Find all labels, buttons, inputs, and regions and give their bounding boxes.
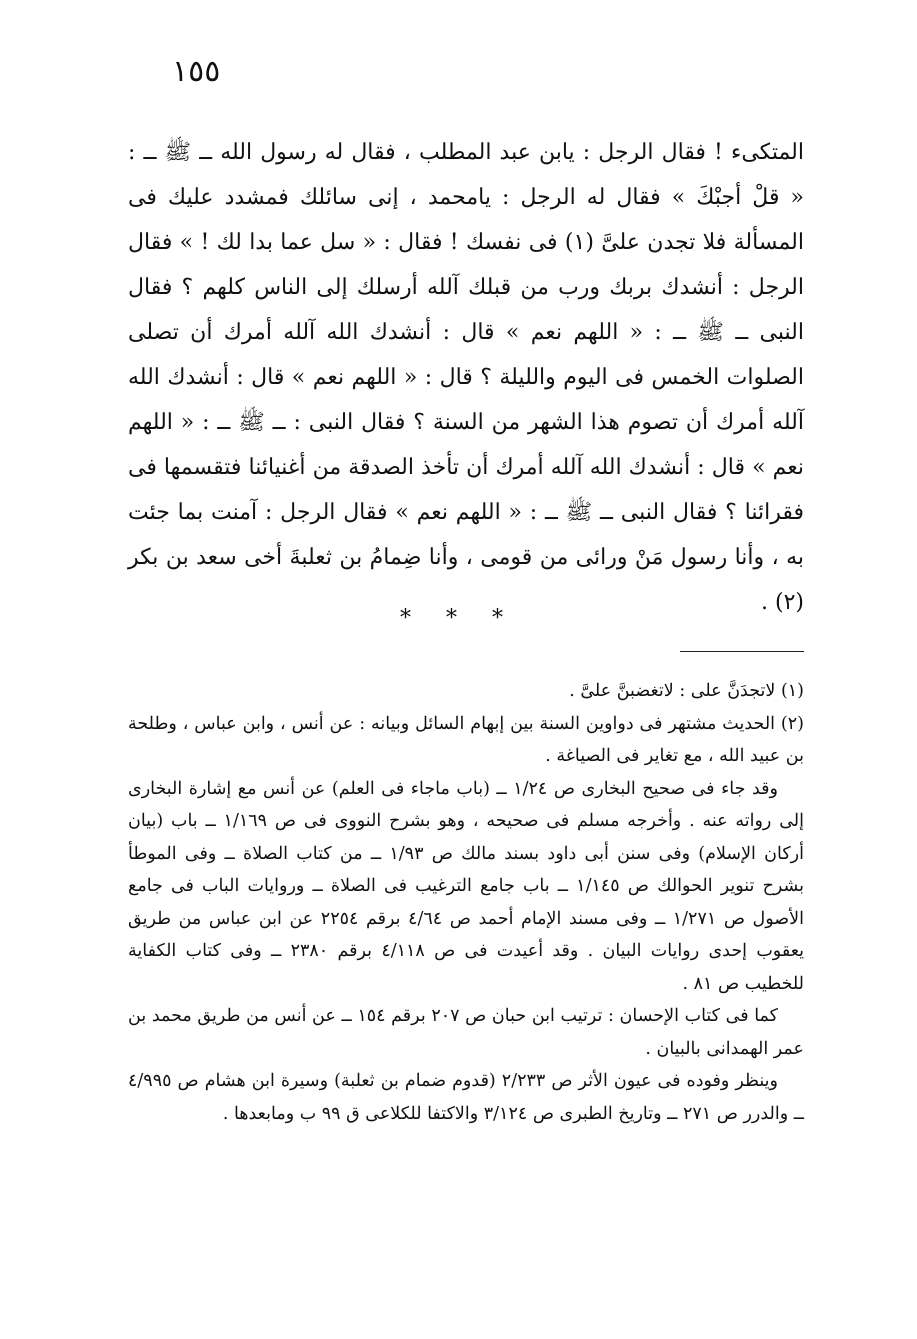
footnote-2-paragraph-wufud: وينظر وفوده فى عيون الأثر ص ٢/٢٣٣ (قدوم ضمام بن ثعلبة) وسيرة ابن هشام ص ٤/٩٩٥ ــ والدرر ص ٢٧١ ــ وتاريخ الطبرى ص ٣/١٢٤ والاكتفا للكلاعى ق ٩٩ ب ومابعدها . bbox=[128, 1071, 804, 1124]
main-paragraph: المتكىء ! فقال الرجل : يابن عبد المطلب ، فقال له رسول الله ــ ﷺ ــ : « قلْ أجبْكَ » فقال له الرجل : يامحمد ، إنى سائلك فمشدد عليك فى المسألة فلا تجدن علىَّ (١) فى نفسك ! فقال : « سل عما بدا لك ! » فقال الرجل : أنشدك بربك ورب من قبلك آلله أرسلك إلى الناس كلهم ؟ فقال النبى ــ ﷺ ــ : « اللهم نعم » قال : أنشدك الله آلله أمرك أن تصلى الصلوات الخمس فى اليوم والليلة ؟ قال : « اللهم نعم » قال : أنشدك الله آلله أمرك أن تصوم هذا الشهر من السنة ؟ فقال النبى : ــ ﷺ ــ : « اللهم نعم » قال : أنشدك الله آلله أمرك أن تأخذ الصدقة من أغنيائنا فتقسمها فى فقرائنا ؟ فقال النبى ــ ﷺ ــ : « اللهم نعم » فقال الرجل : آمنت بما جئت به ، وأنا رسول مَنْ ورائى من قومى ، وأنا ضِمامُ بن ثعلبةَ أخى سعد بن بكر (٢) . bbox=[128, 140, 804, 615]
page-number: ١٥٥ bbox=[172, 54, 221, 89]
footnote-2-paragraph-ihsan: كما فى كتاب الإحسان : ترتيب ابن حبان ص ٢٠٧ برقم ١٥٤ ــ عن أنس من طريق محمد بن عمر الهمدانى بالبيان . bbox=[128, 1006, 804, 1059]
footnote-divider bbox=[680, 651, 804, 652]
section-separator: * * * bbox=[400, 606, 517, 631]
footnotes-block bbox=[128, 675, 804, 1130]
footnote-2-paragraph-sources: وقد جاء فى صحيح البخارى ص ١/٢٤ ــ (باب ماجاء فى العلم) عن أنس مع إشارة البخارى إلى رواته عنه . وأخرجه مسلم فى صحيحه ، وهو بشرح النووى فى ص ١/١٦٩ ــ باب (بيان أركان الإسلام) وفى سنن أبى داود بسند مالك ص ١/٩٣ ــ من كتاب الصلاة ــ وفى الموطأ بشرح تنوير الحوالك ص ١/١٤٥ ــ باب جامع الترغيب فى الصلاة ــ وروايات الباب فى جامع الأصول ص ١/٢٧١ ــ وفى مسند الإمام أحمد ص ٤/٦٤ برقم ٢٢٥٤ عن ابن عباس من طريق يعقوب إحدى روايات البيان . وقد أعيدت فى ص ٤/١١٨ برقم ٢٣٨٠ ــ وفى كتاب الكفاية للخطيب ص ٨١ . bbox=[128, 778, 805, 994]
footnote-2: (٢) الحديث مشتهر فى دواوين السنة بين إبهام السائل وبيانه : عن أنس ، وابن عباس ، وطلحة بن عبيد الله ، مع تغاير فى الصياغة . bbox=[128, 713, 804, 766]
main-text-block bbox=[128, 130, 804, 625]
footnote-1: (١) لاتجدَنَّ على : لاتغضبنَّ علىَّ . bbox=[569, 681, 804, 701]
